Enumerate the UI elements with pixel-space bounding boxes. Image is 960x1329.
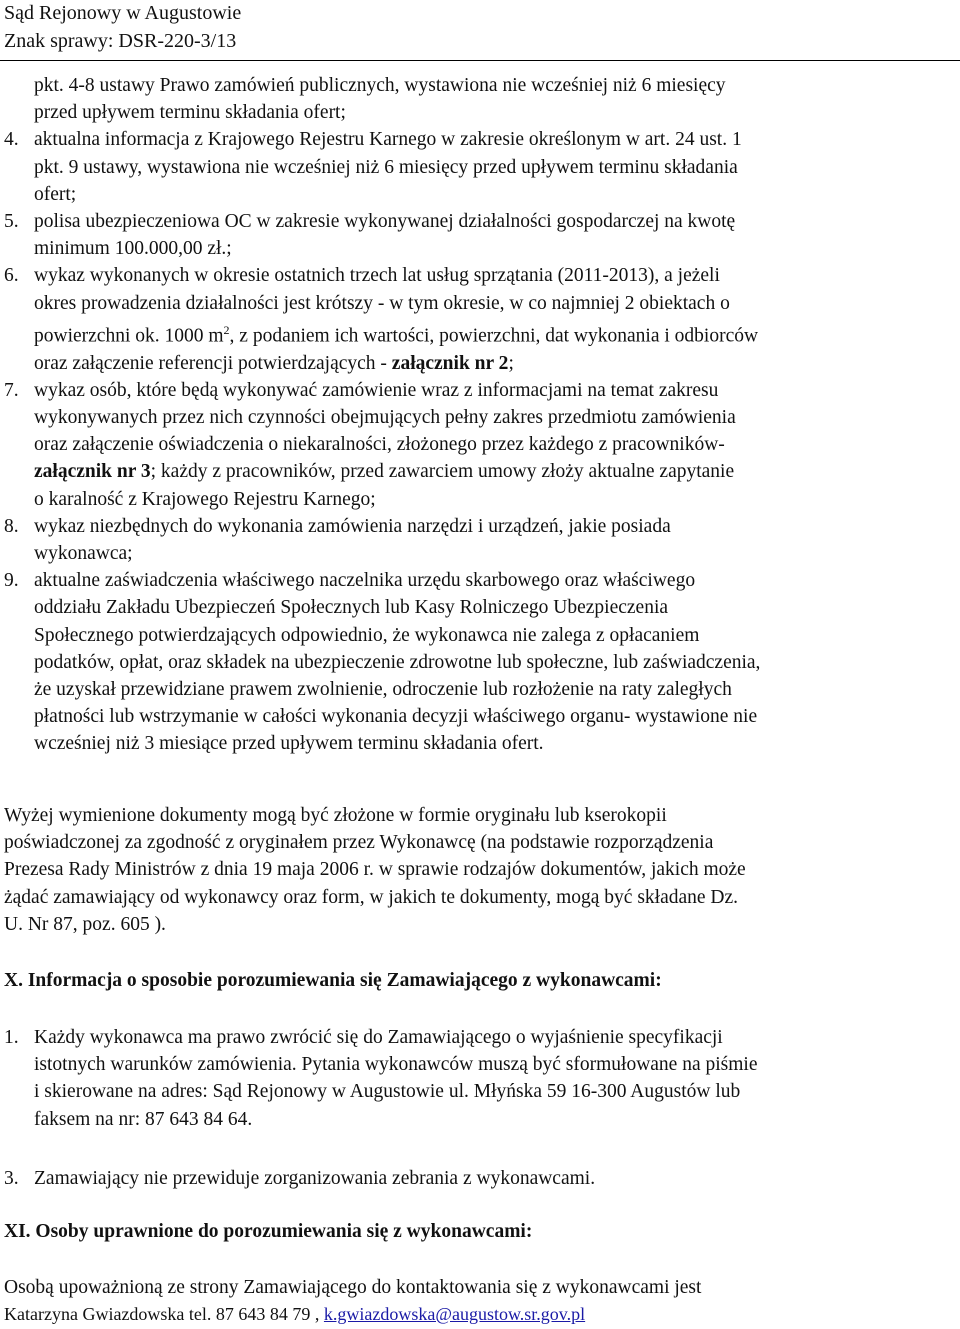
text-run: , z podaniem ich wartości, powierzchni, dat wykonania i odbiorców [229, 325, 759, 347]
list-item-5 [4, 208, 954, 262]
list-text-line: aktualna informacja z Krajowego Rejestru Karnego w zakresie określonym w art. 24 ust. 1 [34, 129, 742, 151]
list-text-line: minimum 100.000,00 zł.; [34, 238, 232, 260]
contact-person [4, 1274, 954, 1328]
contact-name-phone: Katarzyna Gwiazdowska tel. 87 643 84 79 , [4, 1304, 324, 1325]
list-text-line: oddziału Zakładu Ubezpieczeń Społecznych lub Kasy Rolniczego Ubezpieczenia [34, 597, 669, 619]
list-item-6 [4, 262, 954, 376]
list-text-line: płatności lub wstrzymanie w całości wykonania decyzji właściwego organu- wystawione nie [34, 706, 758, 728]
list-text-line: pkt. 9 ustawy, wystawiona nie wcześniej niż 6 miesięcy przed upływem terminu składania [34, 156, 738, 178]
list-text-line: przed upływem terminu składania ofert; [34, 102, 346, 124]
paragraph-line: i skierowane na adres: Sąd Rejonowy w Augustowie ul. Młyńska 59 16-300 Augustów lub [34, 1081, 741, 1103]
text-run: ; każdy z pracowników, przed zawarciem umowy złoży aktualne zapytanie [150, 461, 735, 483]
superscript: 2 [223, 322, 230, 337]
paragraph-line: żądać zamawiający od wykonawcy oraz form, w jakich te dokumenty, mogą być składane Dz. [4, 886, 739, 908]
list-text-line: że uzyskał przewidziane prawem zwolnienie, odroczenie lub rozłożenie na raty zaległych [34, 678, 732, 700]
documents-note [4, 802, 954, 938]
paragraph-line: Zamawiający nie przewiduje zorganizowania zebrania z wykonawcami. [34, 1168, 596, 1189]
paragraph-line: U. Nr 87, poz. 605 ). [4, 913, 166, 935]
list-text-line [34, 458, 954, 485]
list-text-line: Społecznego potwierdzających odpowiednio, że wykonawca nie zalega z opłacaniem [34, 624, 700, 646]
list-item-continuation [4, 72, 954, 126]
list-text-line: okres prowadzenia działalności jest krótszy - w tym okresie, w co najmniej 2 obiektach o [34, 292, 730, 314]
text-run: oraz załączenie referencji potwierdzających - [34, 352, 392, 374]
list-number: 5. [4, 211, 19, 233]
list-number: 4. [4, 129, 19, 151]
list-text-line: wykonawca; [34, 542, 133, 564]
list-text-line: ofert; [34, 183, 77, 205]
paragraph-line: Każdy wykonawca ma prawo zwrócić się do Zamawiającego o wyjaśnienie specyfikacji [34, 1027, 723, 1048]
section-xi-heading: XI. Osoby uprawnione do porozumiewania się z wykonawcami: [4, 1221, 533, 1242]
text-run: ; [508, 352, 514, 374]
list-item-7 [4, 377, 954, 513]
list-text-line [34, 350, 954, 377]
text-run: powierzchni ok. 1000 m [34, 325, 224, 347]
section-x-heading: X. Informacja o sposobie porozumiewania się Zamawiającego z wykonawcami: [4, 970, 662, 991]
list-text-line: wykaz niezbędnych do wykonania zamówienia narzędzi i urządzeń, jakie posiada [34, 515, 671, 537]
list-text-line: oraz załączenie oświadczenia o niekaralności, złożonego przez każdego z pracowników- [34, 434, 725, 456]
paragraph-line: istotnych warunków zamówienia. Pytania wykonawców muszą być sformułowane na piśmie [34, 1054, 758, 1076]
list-text-line: podatków, opłat, oraz składek na ubezpieczenie zdrowotne lub społeczne, lub zaświadczenia, [34, 651, 761, 673]
paragraph-line: Prezesa Rady Ministrów z dnia 19 maja 2006 r. w sprawie rodzajów dokumentów, jakich może [4, 859, 746, 881]
header-divider [0, 60, 960, 61]
attachment-reference: załącznik nr 2 [391, 352, 509, 374]
list-text-line: aktualne zaświadczenia właściwego naczelnika urzędu skarbowego oraz właściwego [34, 570, 696, 592]
list-text-line: wykaz osób, które będą wykonywać zamówienie wraz z informacjami na temat zakresu [34, 379, 719, 401]
attachment-reference: załącznik nr 3 [34, 461, 151, 483]
list-number: 7. [4, 379, 19, 401]
list-item-9 [4, 567, 954, 757]
contact-line [4, 1301, 954, 1328]
list-number: 6. [4, 265, 19, 287]
paragraph-line: faksem na nr: 87 643 84 64. [34, 1108, 253, 1130]
list-text-line: pkt. 4-8 ustawy Prawo zamówień publicznych, wystawiona nie wcześniej niż 6 miesięcy [34, 75, 726, 96]
section-x-point-1 [4, 1024, 954, 1133]
list-text-line: wykonywanych przez nich czynności obejmujących pełny zakres przedmiotu zamówienia [34, 406, 736, 428]
list-number: 9. [4, 570, 19, 592]
section-x-point-3 [4, 1165, 954, 1192]
list-number: 3. [4, 1168, 19, 1189]
list-text-line: polisa ubezpieczeniowa OC w zakresie wykonywanej działalności gospodarczej na kwotę [34, 211, 736, 233]
list-number: 8. [4, 515, 19, 537]
list-text-line: wykaz wykonanych w okresie ostatnich trzech lat usług sprzątania (2011-2013), a jeżeli [34, 265, 720, 287]
list-number: 1. [4, 1027, 19, 1048]
email-link[interactable]: k.gwiazdowska@augustow.sr.gov.pl [323, 1304, 586, 1325]
paragraph-line: Osobą upoważnioną ze strony Zamawiającego do kontaktowania się z wykonawcami jest [4, 1277, 702, 1298]
list-text-line: wcześniej niż 3 miesiące przed upływem terminu składania ofert. [34, 733, 544, 755]
list-text-line: o karalność z Krajowego Rejestru Karnego; [34, 488, 376, 510]
list-item-8 [4, 513, 954, 567]
list-text-line [34, 317, 954, 350]
court-name: Sąd Rejonowy w Augustowie [4, 2, 242, 24]
paragraph-line: poświadczonej za zgodność z oryginałem przez Wykonawcę (na podstawie rozporządzenia [4, 832, 714, 854]
list-item-4 [4, 126, 954, 208]
paragraph-line: Wyżej wymienione dokumenty mogą być złożone w formie oryginału lub kserokopii [4, 805, 667, 826]
requirements-list [4, 72, 954, 758]
case-reference: Znak sprawy: DSR-220-3/13 [4, 30, 237, 52]
